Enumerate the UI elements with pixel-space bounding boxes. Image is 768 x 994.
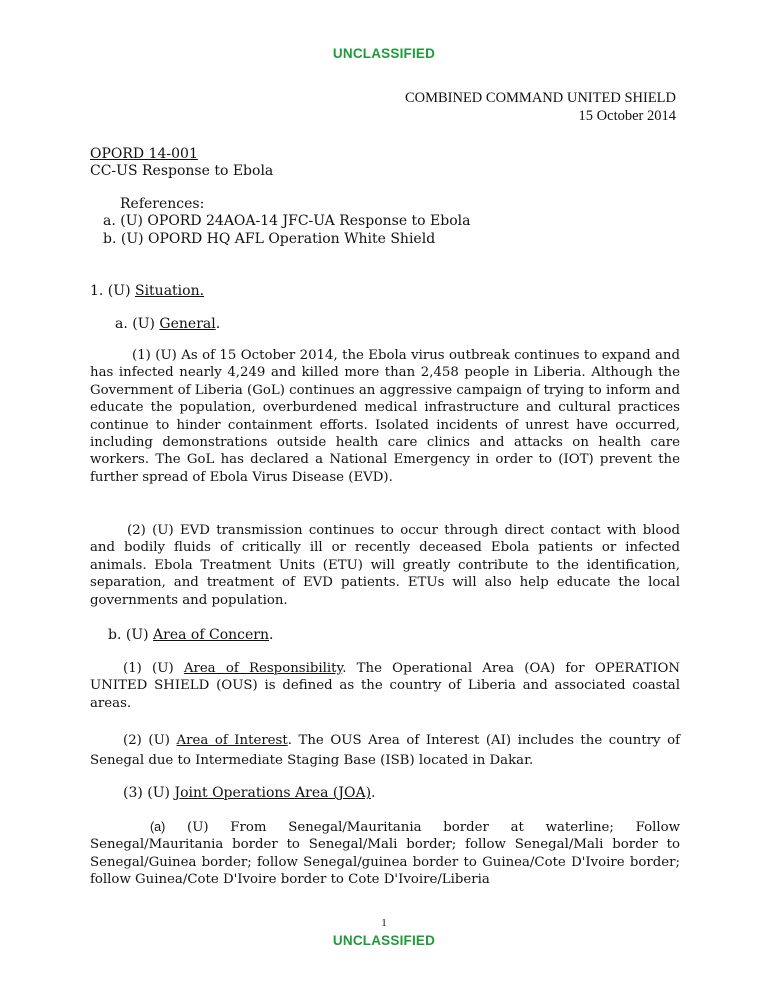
classification-banner-top: UNCLASSIFIED bbox=[332, 46, 436, 61]
section-1-title: Situation. bbox=[134, 283, 205, 299]
command-name: COMBINED COMMAND UNITED SHIELD bbox=[404, 90, 676, 106]
subsection-a-suffix: . bbox=[215, 316, 221, 332]
subsection-b-title: Area of Concern bbox=[153, 627, 269, 643]
joa-heading bbox=[123, 785, 376, 802]
aor-text: . The Operational Area (OA) for OPERATION UNITED SHIELD (OUS) is defined as the country of Liberia and associated coastal areas. bbox=[90, 661, 680, 711]
subsection-a-heading bbox=[115, 316, 220, 333]
opord-number bbox=[90, 146, 198, 163]
aor-title: Area of Responsibility bbox=[183, 661, 343, 676]
opord-number-text: OPORD 14-001 bbox=[90, 146, 198, 162]
page-number: 1 bbox=[381, 917, 387, 929]
general-paragraph-2: (2) (U) EVD transmission continues to occur through direct contact with blood and bodily fluids of critically ill or recently deceased Ebola patients or infected animals. Ebola Treatment Units (ETU) will greatly contribute to the identification, separation, and treatment of EVD patients. ETUs will also help educate the local governments and population. bbox=[90, 523, 680, 608]
general-paragraph-1: (1) (U) As of 15 October 2014, the Ebola virus outbreak continues to expand and has infected nearly 4,249 and killed more than 2,458 people in Liberia. Although the Government of Liberia (GoL) continues an aggressive campaign of trying to inform and educate the population, overburdened medical infrastructure and cultural practices continue to hinder containment efforts. Isolated incidents of unrest have occurred, including demonstrations outside health care clinics and attacks on health care workers. The GoL has declared a National Emergency in order to (IOT) prevent the further spread of Ebola Virus Disease (EVD). bbox=[90, 348, 680, 485]
joa-paragraph-a bbox=[90, 819, 680, 889]
document-date: 15 October 2014 bbox=[578, 108, 676, 124]
joa-suffix: . bbox=[371, 785, 376, 801]
subsection-b-prefix: b. (U) bbox=[108, 627, 154, 643]
joa-prefix: (3) (U) bbox=[123, 785, 175, 801]
aor-prefix: (1) (U) bbox=[123, 661, 184, 676]
area-of-responsibility-paragraph bbox=[90, 660, 680, 712]
references-heading: References: bbox=[120, 196, 205, 212]
subsection-b-suffix: . bbox=[268, 627, 274, 643]
reference-item-b: b. (U) OPORD HQ AFL Operation White Shield bbox=[103, 231, 436, 247]
aoi-prefix: (2) (U) bbox=[123, 733, 177, 748]
aoi-title: Area of Interest bbox=[176, 733, 288, 748]
opord-title: CC-US Response to Ebola bbox=[90, 163, 274, 179]
classification-banner-bottom: UNCLASSIFIED bbox=[332, 933, 436, 948]
section-1-heading bbox=[90, 283, 204, 300]
subsection-a-prefix: a. (U) bbox=[115, 316, 160, 332]
area-of-interest-paragraph bbox=[90, 731, 680, 771]
joa-title: Joint Operations Area (JOA) bbox=[174, 785, 372, 801]
subsection-a-title: General bbox=[159, 316, 216, 332]
joa-a-text: (U) From Senegal/Mauritania border at waterline; Follow Senegal/Mauritania border to Senegal/Mali border; follow Senegal/Mali border to Senegal/Guinea border; follow Senegal/guinea border to Guinea/Cote D'Ivoire border; follow Guinea/Cote D'Ivoire border to Cote D'Ivoire/Liberia bbox=[90, 820, 680, 888]
section-1-prefix: 1. (U) bbox=[90, 283, 135, 299]
joa-a-label: (a) bbox=[150, 820, 166, 834]
subsection-b-heading bbox=[108, 627, 273, 644]
reference-item-a: a. (U) OPORD 24AOA-14 JFC-UA Response to Ebola bbox=[103, 213, 471, 229]
aoi-text: . The OUS Area of Interest (AI) includes the country of Senegal due to Intermediate Staging Base (ISB) located in Dakar. bbox=[90, 733, 681, 768]
